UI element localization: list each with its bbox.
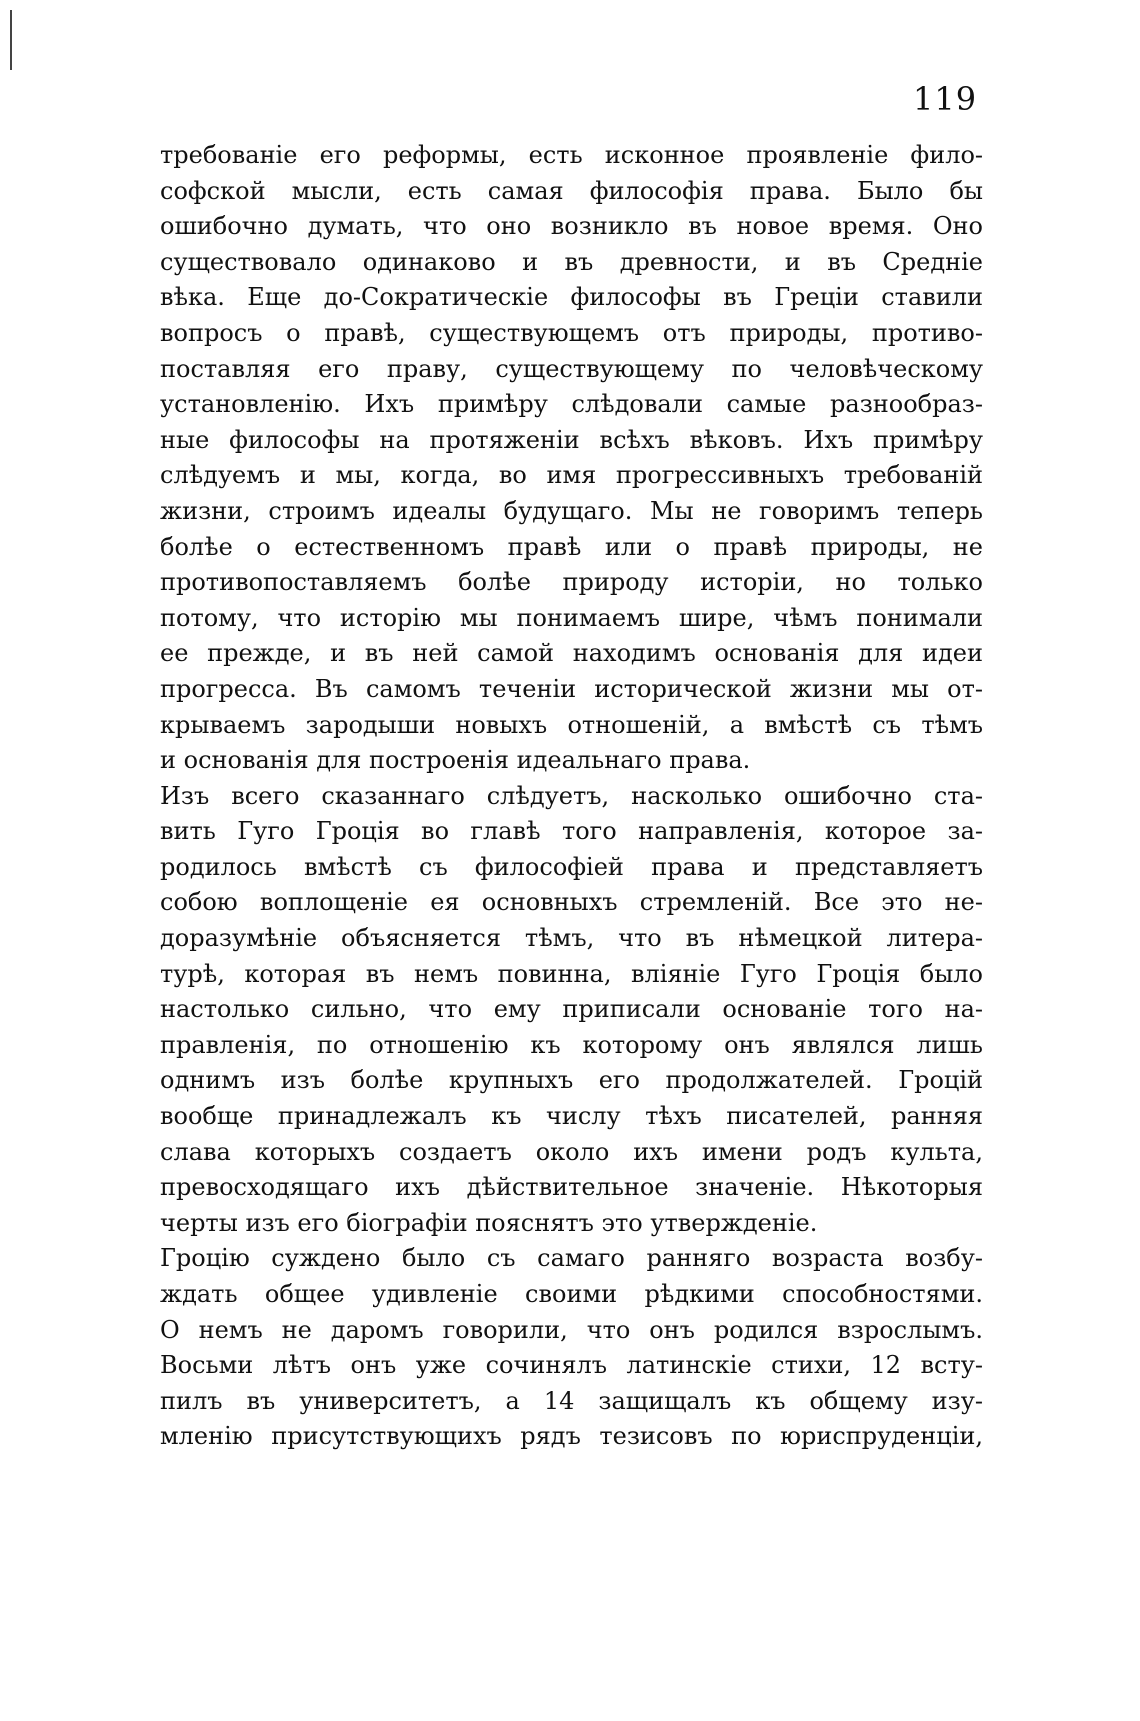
text-line: превосходящаго ихъ дѣйствительное значеніе. Нѣкоторыя: [160, 1173, 983, 1202]
text-line: установленію. Ихъ примѣру слѣдовали самые разнообраз-: [160, 390, 983, 419]
text-line: турѣ, которая въ немъ повинна, вліяніе Гуго Гроція было: [160, 959, 983, 988]
text-line: ные философы на протяженіи всѣхъ вѣковъ. Ихъ примѣру: [160, 425, 983, 454]
text-line: жизни, строимъ идеалы будущаго. Мы не говоримъ теперь: [160, 496, 983, 525]
text-line: болѣе о естественномъ правѣ или о правѣ природы, не: [160, 532, 983, 561]
text-line: настолько сильно, что ему приписали основаніе того на-: [160, 995, 983, 1024]
text-line: крываемъ зародыши новыхъ отношеній, а вмѣстѣ съ тѣмъ: [160, 710, 983, 739]
paragraph-1: [160, 138, 983, 779]
text-line: Гроцію суждено было съ самаго ранняго возраста возбу-: [160, 1244, 983, 1273]
text-line: доразумѣніе объясняется тѣмъ, что въ нѣмецкой литера-: [160, 924, 983, 953]
text-line: существовало одинаково и въ древности, и въ Средніе: [160, 247, 983, 276]
text-line: противопоставляемъ болѣе природу исторіи, но только: [160, 568, 983, 597]
text-line: слава которыхъ создаетъ около ихъ имени родъ культа,: [160, 1137, 983, 1166]
text-line: мленію присутствующихъ рядъ тезисовъ по юриспруденціи,: [160, 1422, 983, 1451]
paragraph-3: [160, 1241, 983, 1455]
text-line: и основанія для построенія идеальнаго права.: [160, 746, 751, 775]
text-line: потому, что исторію мы понимаемъ шире, чѣмъ понимали: [160, 603, 983, 632]
body-text: [160, 138, 983, 1455]
margin-rule: [10, 10, 12, 70]
text-line: вить Гуго Гроція во главѣ того направленія, которое за-: [160, 817, 983, 846]
text-line: О немъ не даромъ говорили, что онъ родился взрослымъ.: [160, 1315, 983, 1344]
text-line: вопросъ о правѣ, существующемъ отъ природы, противо-: [160, 318, 983, 347]
text-line: вообще принадлежалъ къ числу тѣхъ писателей, ранняя: [160, 1102, 983, 1131]
paragraph-2: [160, 779, 983, 1242]
text-line: пилъ въ университетъ, а 14 защищалъ къ общему изу-: [160, 1386, 983, 1415]
text-line: Изъ всего сказаннаго слѣдуетъ, насколько ошибочно ста-: [160, 781, 983, 810]
text-line: правленія, по отношенію къ которому онъ являлся лишь: [160, 1030, 983, 1059]
text-line: прогресса. Въ самомъ теченіи исторической жизни мы от-: [160, 674, 983, 703]
page-number: 119: [913, 80, 978, 118]
text-line: ее прежде, и въ ней самой находимъ основанія для идеи: [160, 639, 983, 668]
text-line: требованіе его реформы, есть исконное проявленіе фило-: [160, 141, 983, 169]
text-line: Восьми лѣтъ онъ уже сочинялъ латинскіе стихи, 12 всту-: [160, 1351, 983, 1380]
text-line: ошибочно думать, что оно возникло въ новое время. Оно: [160, 212, 983, 241]
text-line: черты изъ его біографіи пояснятъ это утвержденіе.: [160, 1208, 818, 1237]
text-line: вѣка. Еще до-Сократическіе философы въ Греціи ставили: [160, 283, 983, 312]
text-line: собою воплощеніе ея основныхъ стремленій. Все это не-: [160, 888, 983, 917]
text-line: родилось вмѣстѣ съ философіей права и представляетъ: [160, 852, 983, 881]
text-line: ждать общее удивленіе своими рѣдкими способностями.: [160, 1280, 983, 1308]
text-line: однимъ изъ болѣе крупныхъ его продолжателей. Гроцій: [160, 1066, 983, 1095]
text-line: поставляя его праву, существующему по человѣческому: [160, 354, 983, 383]
text-line: софской мысли, есть самая философія права. Было бы: [160, 176, 983, 205]
text-line: слѣдуемъ и мы, когда, во имя прогрессивныхъ требованій: [160, 461, 983, 490]
